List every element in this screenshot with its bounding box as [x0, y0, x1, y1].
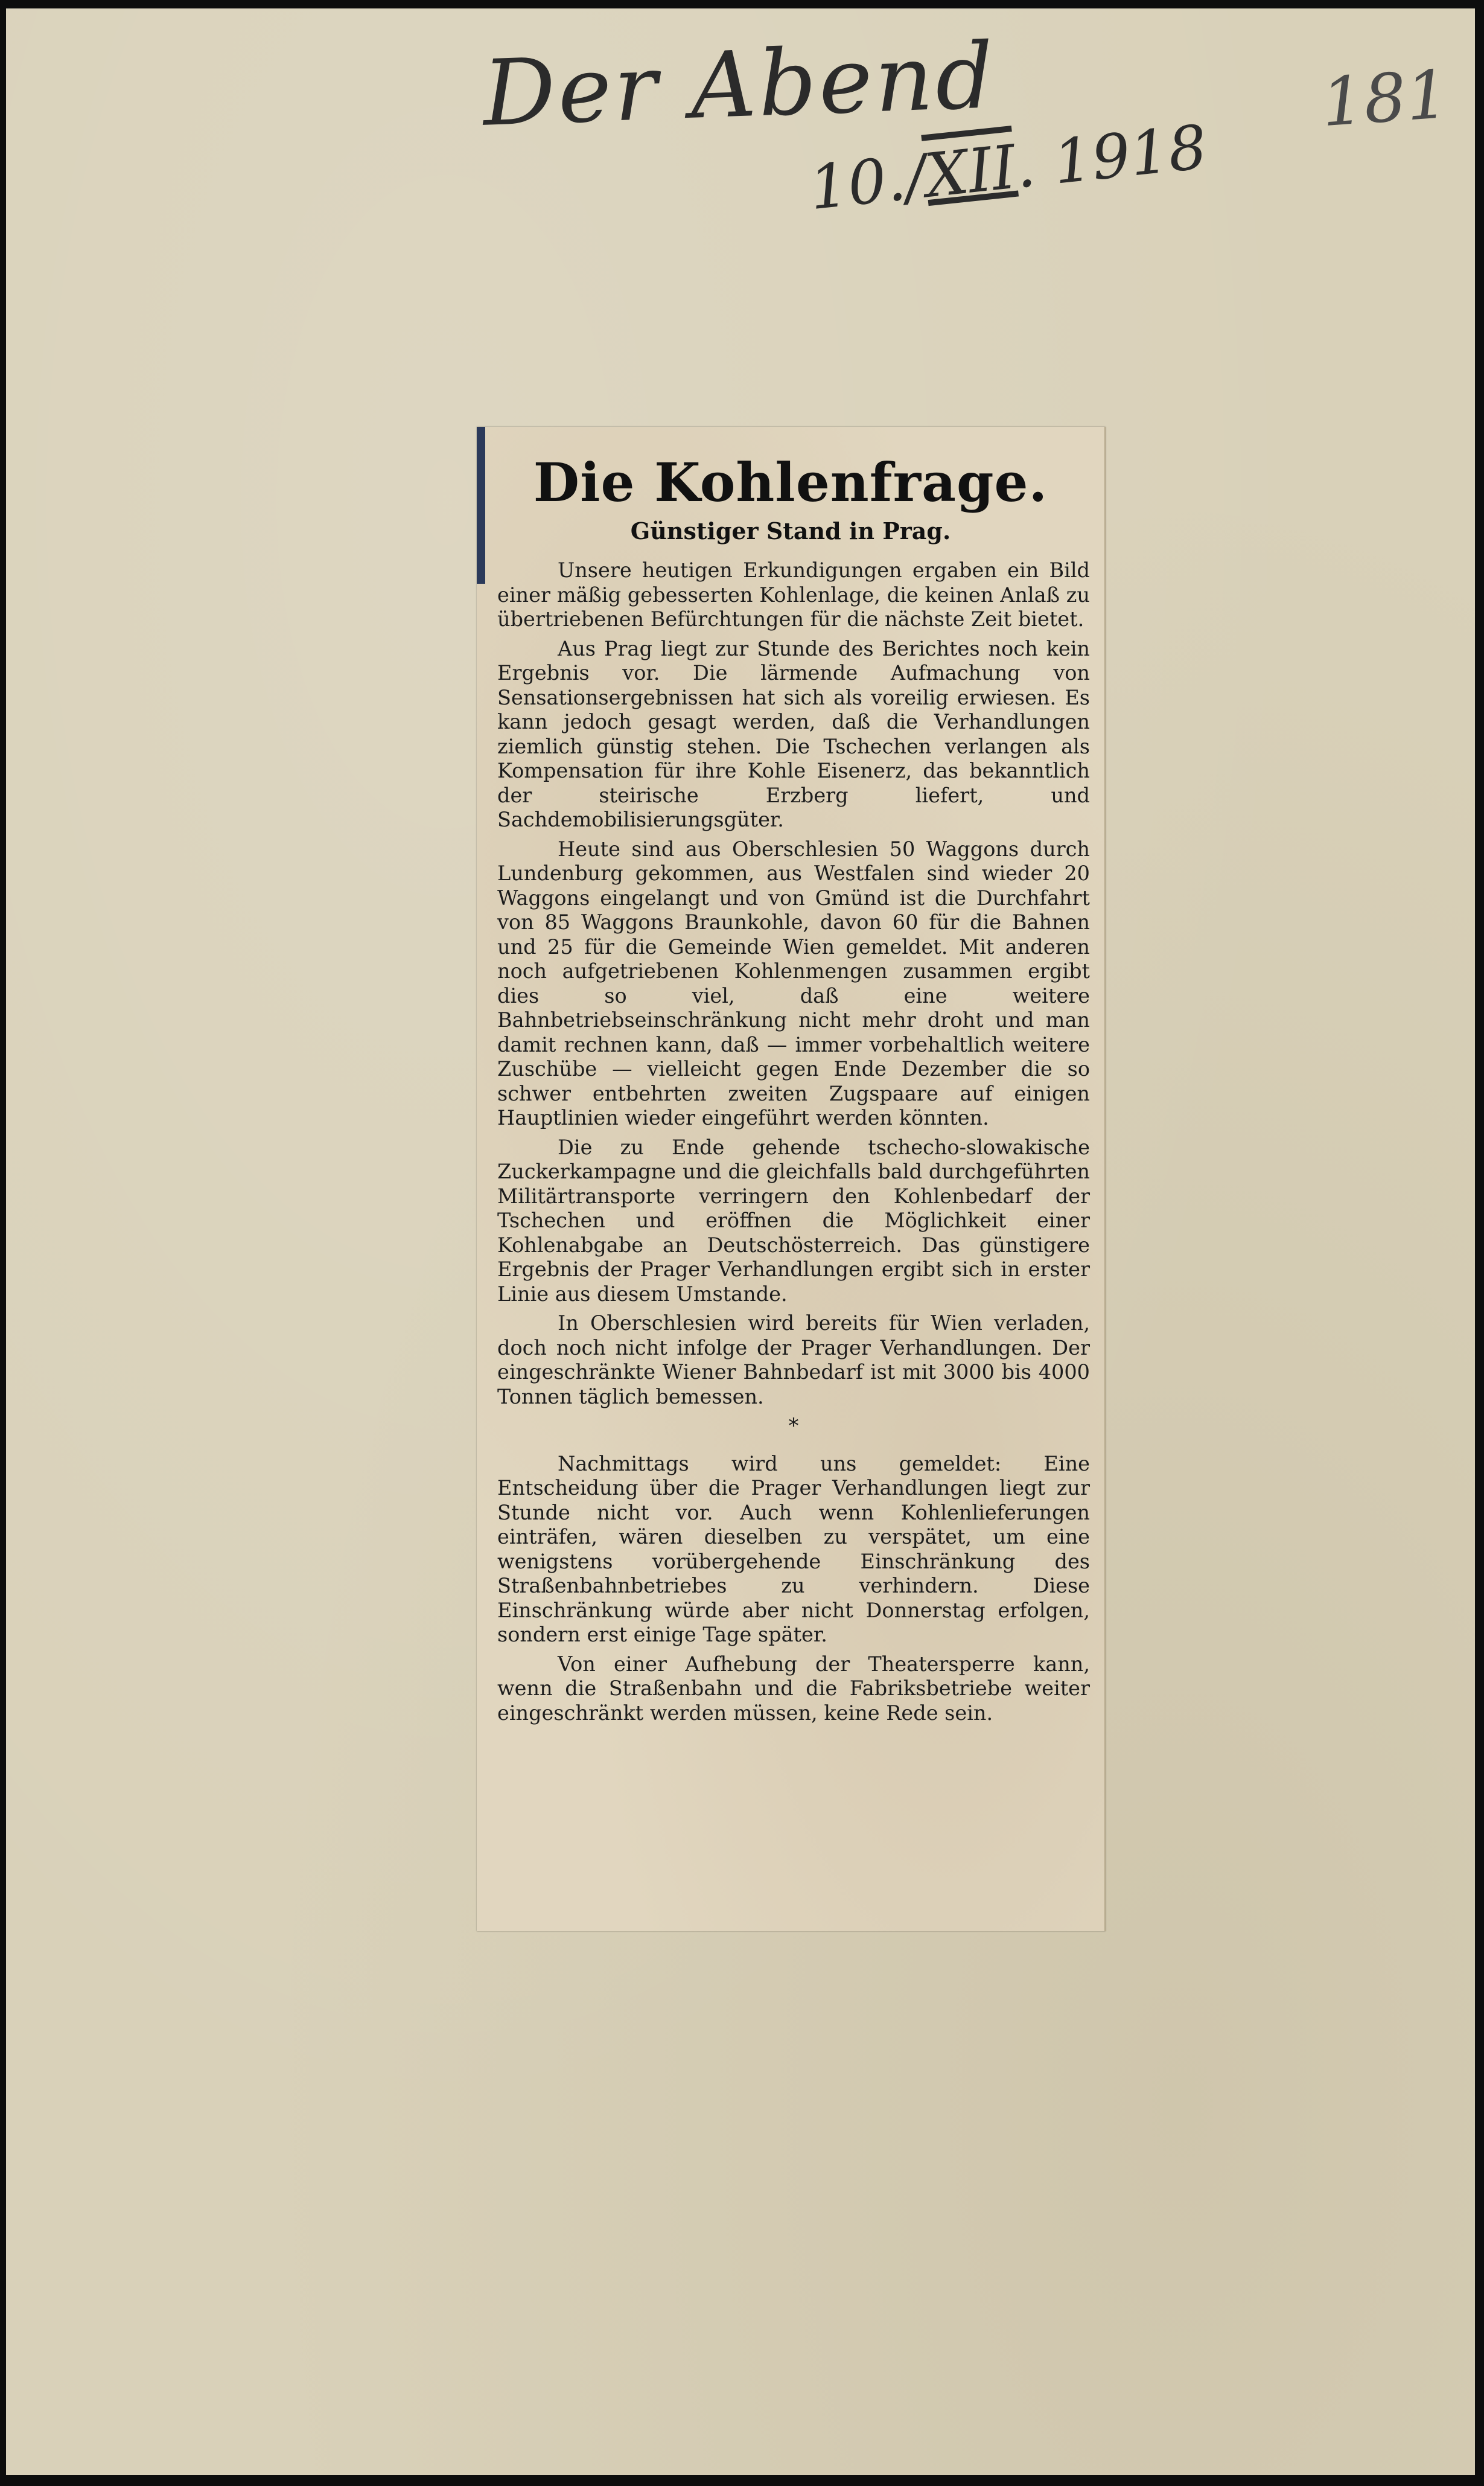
article-paragraph-5: In Oberschlesien wird bereits für Wien verladen, doch noch nicht infolge der Prager Verhandlungen. Der eingeschränkte Wiener Bahnbedarf ist mit 3000 bis 4000 Tonnen täglich bemessen. [497, 1311, 1090, 1408]
section-separator: * [788, 1414, 799, 1437]
article-paragraph-3: Heute sind aus Oberschlesien 50 Waggons durch Lundenburg gekommen, aus Westfalen sind wieder 20 Waggons eingelangt und von Gmünd ist die Durchfahrt von 85 Waggons Braunkohle, davon 60 für die Bahnen und 25 für die Gemeinde Wien gemeldet. Mit anderen noch aufgetriebenen Kohlenmengen zusammen ergibt dies so viel, daß eine weitere Bahnbetriebseinschränkung nicht mehr droht und man damit rechnen kann, daß — immer vorbehaltlich weitere Zuschübe — vielleicht gegen Ende Dezember die so schwer entbehrten zweiten Zugspaare auf einigen Hauptlinien wieder eingeführt werden könnten. [497, 837, 1090, 1130]
article-paragraph-2: Aus Prag liegt zur Stunde des Berichtes noch kein Ergebnis vor. Die lärmende Aufmachung von Sensationsergebnissen hat sich als voreilig erwiesen. Es kann jedoch gesagt werden, daß die Verhandlungen ziemlich günstig stehen. Die Tschechen verlangen als Kompensation für ihre Kohle Eisenerz, das bekanntlich der steirische Erzberg liefert, und Sachdemobilisierungsgüter. [497, 636, 1090, 831]
handwritten-newspaper-title: Der Abend [481, 24, 998, 147]
article-body [497, 558, 1090, 1730]
article-subheadline: Günstiger Stand in Prag. [630, 517, 951, 545]
article-headline: Die Kohlenfrage. [533, 451, 1048, 514]
date-month: XII [922, 132, 1019, 212]
article-paragraph-1: Unsere heutigen Erkundigungen ergaben ein Bild einer mäßig gebesserten Kohlenlage, die keinen Anlaß zu übertriebenen Befürchtungen für die nächste Zeit bietet. [497, 558, 1090, 631]
article-paragraph-4: Die zu Ende gehende tschecho-slowakische Zuckerkampagne und die gleichfalls bald durchgeführten Militärtransporte verringern den Kohlenbedarf der Tschechen und eröffnen die Möglichkeit einer Kohlenabgabe an Deutschösterreich. Das günstigere Ergebnis der Prager Verhandlungen ergibt sich in erster Linie aus diesem Umstande. [497, 1135, 1090, 1306]
date-year: . 1918 [1011, 111, 1211, 202]
article-paragraph-7: Von einer Aufhebung der Theatersperre kann, wenn die Straßenbahn und die Fabriksbetriebe weiter eingeschränkt werden müssen, keine Rede sein. [497, 1652, 1090, 1725]
handwritten-page-number: 181 [1319, 55, 1451, 142]
date-day: 10./ [806, 141, 929, 224]
archive-sheet [6, 8, 1475, 2475]
newspaper-clipping [477, 427, 1106, 1931]
article-paragraph-6: Nachmittags wird uns gemeldet: Eine Entscheidung über die Prager Verhandlungen liegt zur Stunde nicht vor. Auch wenn Kohlenlieferungen einträfen, wären dieselben zu verspätet, um eine wenigstens vorübergehende Einschränkung des Straßenbahnbetriebes zu verhindern. Diese Einschränkung würde aber nicht Donnerstag erfolgen, sondern erst einige Tage später. [497, 1451, 1090, 1646]
